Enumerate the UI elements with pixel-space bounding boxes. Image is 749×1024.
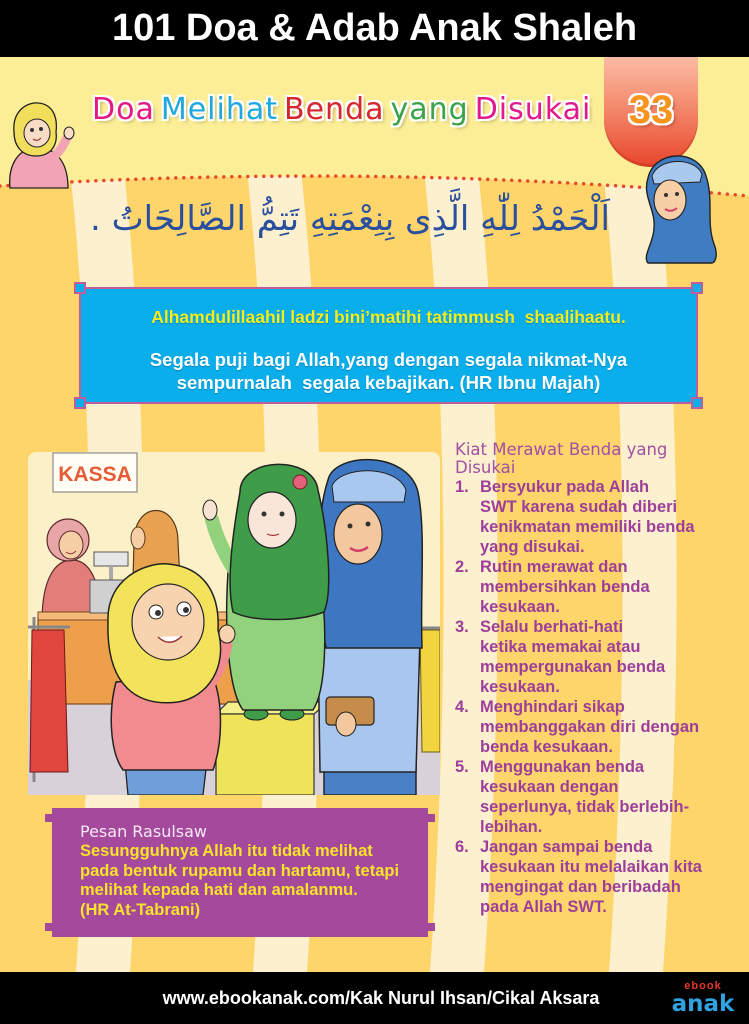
tip-line: kesukaan itu melalaikan kita — [480, 858, 702, 876]
lesson-title-word: yang — [390, 92, 469, 127]
tip-item — [455, 617, 745, 697]
tip-line: kesukaan. — [480, 598, 560, 616]
tip-line: yang disukai. — [480, 538, 585, 556]
clothes-rack-left — [28, 617, 70, 782]
tip-line: ketika memakai atau — [480, 638, 641, 656]
tip-line: Selalu berhati-hati — [480, 618, 624, 636]
tip-line: lebihan. — [480, 818, 543, 836]
tip-line: membersihkan benda — [480, 578, 650, 596]
lesson-title-word: Disukai — [474, 92, 592, 127]
footer-credit: www.ebookanak.com/Kak Nurul Ihsan/Cikal Aksara — [162, 988, 600, 1008]
tip-number: 1. — [455, 478, 469, 496]
prayer-translation-line: Segala puji bagi Allah,yang dengan segala nikmat-Nya — [149, 349, 628, 370]
lesson-number: 33 — [628, 88, 674, 132]
woman-portrait-illustration — [636, 146, 722, 264]
tip-line: kesukaan. — [480, 678, 560, 696]
tip-line: mengingat dan beribadah — [480, 878, 681, 896]
box-corner — [427, 814, 435, 822]
message-line: pada bentuk rupamu dan hartamu, tetapi — [80, 861, 400, 880]
box-corner — [427, 923, 435, 931]
display-box — [216, 702, 328, 795]
woman-eye — [675, 192, 679, 196]
kassa-sign-text: KASSA — [58, 463, 132, 486]
tip-line: mempergunakan benda — [480, 658, 666, 676]
arabic-prayer: اَلْحَمْدُ لِلّٰهِ الَّذِى بِنِعْمَتِهِ تَتِمُّ الصَّالِحَاتُ . — [90, 199, 610, 239]
woman-eye — [664, 193, 668, 197]
tip-number: 6. — [455, 838, 469, 856]
tips-heading: Kiat Merawat Benda yang — [455, 440, 668, 459]
lesson-title — [92, 90, 591, 130]
tip-number: 5. — [455, 758, 469, 776]
tip-line: Rutin merawat dan — [480, 558, 628, 576]
shop-illustration — [28, 452, 440, 795]
tip-line: SWT karena sudah diberi — [480, 498, 678, 516]
tip-line: Menggunakan benda — [480, 758, 645, 776]
tips-heading: Disukai — [455, 458, 516, 477]
prayer-box — [79, 287, 698, 404]
box-corner — [691, 282, 703, 294]
tip-number: 2. — [455, 558, 469, 576]
box-corner — [74, 282, 86, 294]
message-line: melihat kepada hati dan amalanmu. — [80, 881, 358, 899]
tip-line: kenikmatan memiliki benda — [480, 518, 695, 536]
logo-bottom-text: anak — [671, 991, 735, 1017]
book-title: 101 Doa & Adab Anak Shaleh — [111, 7, 638, 49]
message-text — [80, 842, 399, 920]
tip-line: membanggakan diri dengan — [480, 718, 700, 736]
praying-girl-illustration — [6, 98, 80, 190]
message-box — [52, 808, 428, 937]
box-corner — [691, 397, 703, 409]
tip-line: Bersyukur pada Allah — [480, 478, 650, 496]
tip-item — [455, 557, 745, 617]
tip-line: Menghindari sikap — [480, 698, 625, 716]
book-header — [0, 0, 749, 57]
prayer-transliteration: Alhamdulillaahil ladzi bini’matihi tatimmush shaalihaatu. — [151, 307, 626, 327]
mother-figure — [318, 460, 422, 795]
kassa-sign — [53, 453, 137, 492]
tip-line: seperlunya, tidak berlebih- — [480, 798, 690, 816]
message-line: (HR At-Tabrani) — [80, 900, 201, 919]
tip-item — [455, 697, 745, 757]
girl-face — [24, 119, 50, 147]
girl-eye — [30, 128, 34, 132]
tip-number: 4. — [455, 698, 469, 716]
ebookanak-logo — [670, 980, 736, 1018]
logo-top-text: ebook — [684, 980, 722, 992]
woman-face — [654, 180, 686, 220]
tip-line: Jangan sampai benda — [480, 838, 653, 856]
box-corner — [45, 814, 53, 822]
prayer-translation-line: sempurnalah segala kebajikan. (HR Ibnu Majah) — [176, 372, 601, 393]
girl-hand — [64, 127, 74, 139]
lesson-title-word: Doa — [92, 92, 155, 127]
tip-item — [455, 837, 745, 917]
lesson-title-word: Benda — [284, 92, 385, 127]
tip-number: 3. — [455, 618, 469, 636]
tip-item — [455, 477, 745, 557]
message-line: Sesungguhnya Allah itu tidak melihat — [80, 842, 373, 860]
tip-line: benda kesukaan. — [480, 738, 613, 756]
book-footer — [0, 972, 749, 1024]
tips-section — [455, 441, 745, 917]
lesson-title-word: Melihat — [160, 92, 279, 127]
tips-list — [455, 477, 745, 917]
tip-line: pada Allah SWT. — [480, 898, 607, 916]
tip-item — [455, 757, 745, 837]
tip-line: kesukaan dengan — [480, 778, 619, 796]
girl-eye — [39, 127, 43, 131]
box-corner — [45, 923, 53, 931]
box-corner — [74, 397, 86, 409]
message-heading: Pesan Rasulsaw — [80, 822, 208, 841]
